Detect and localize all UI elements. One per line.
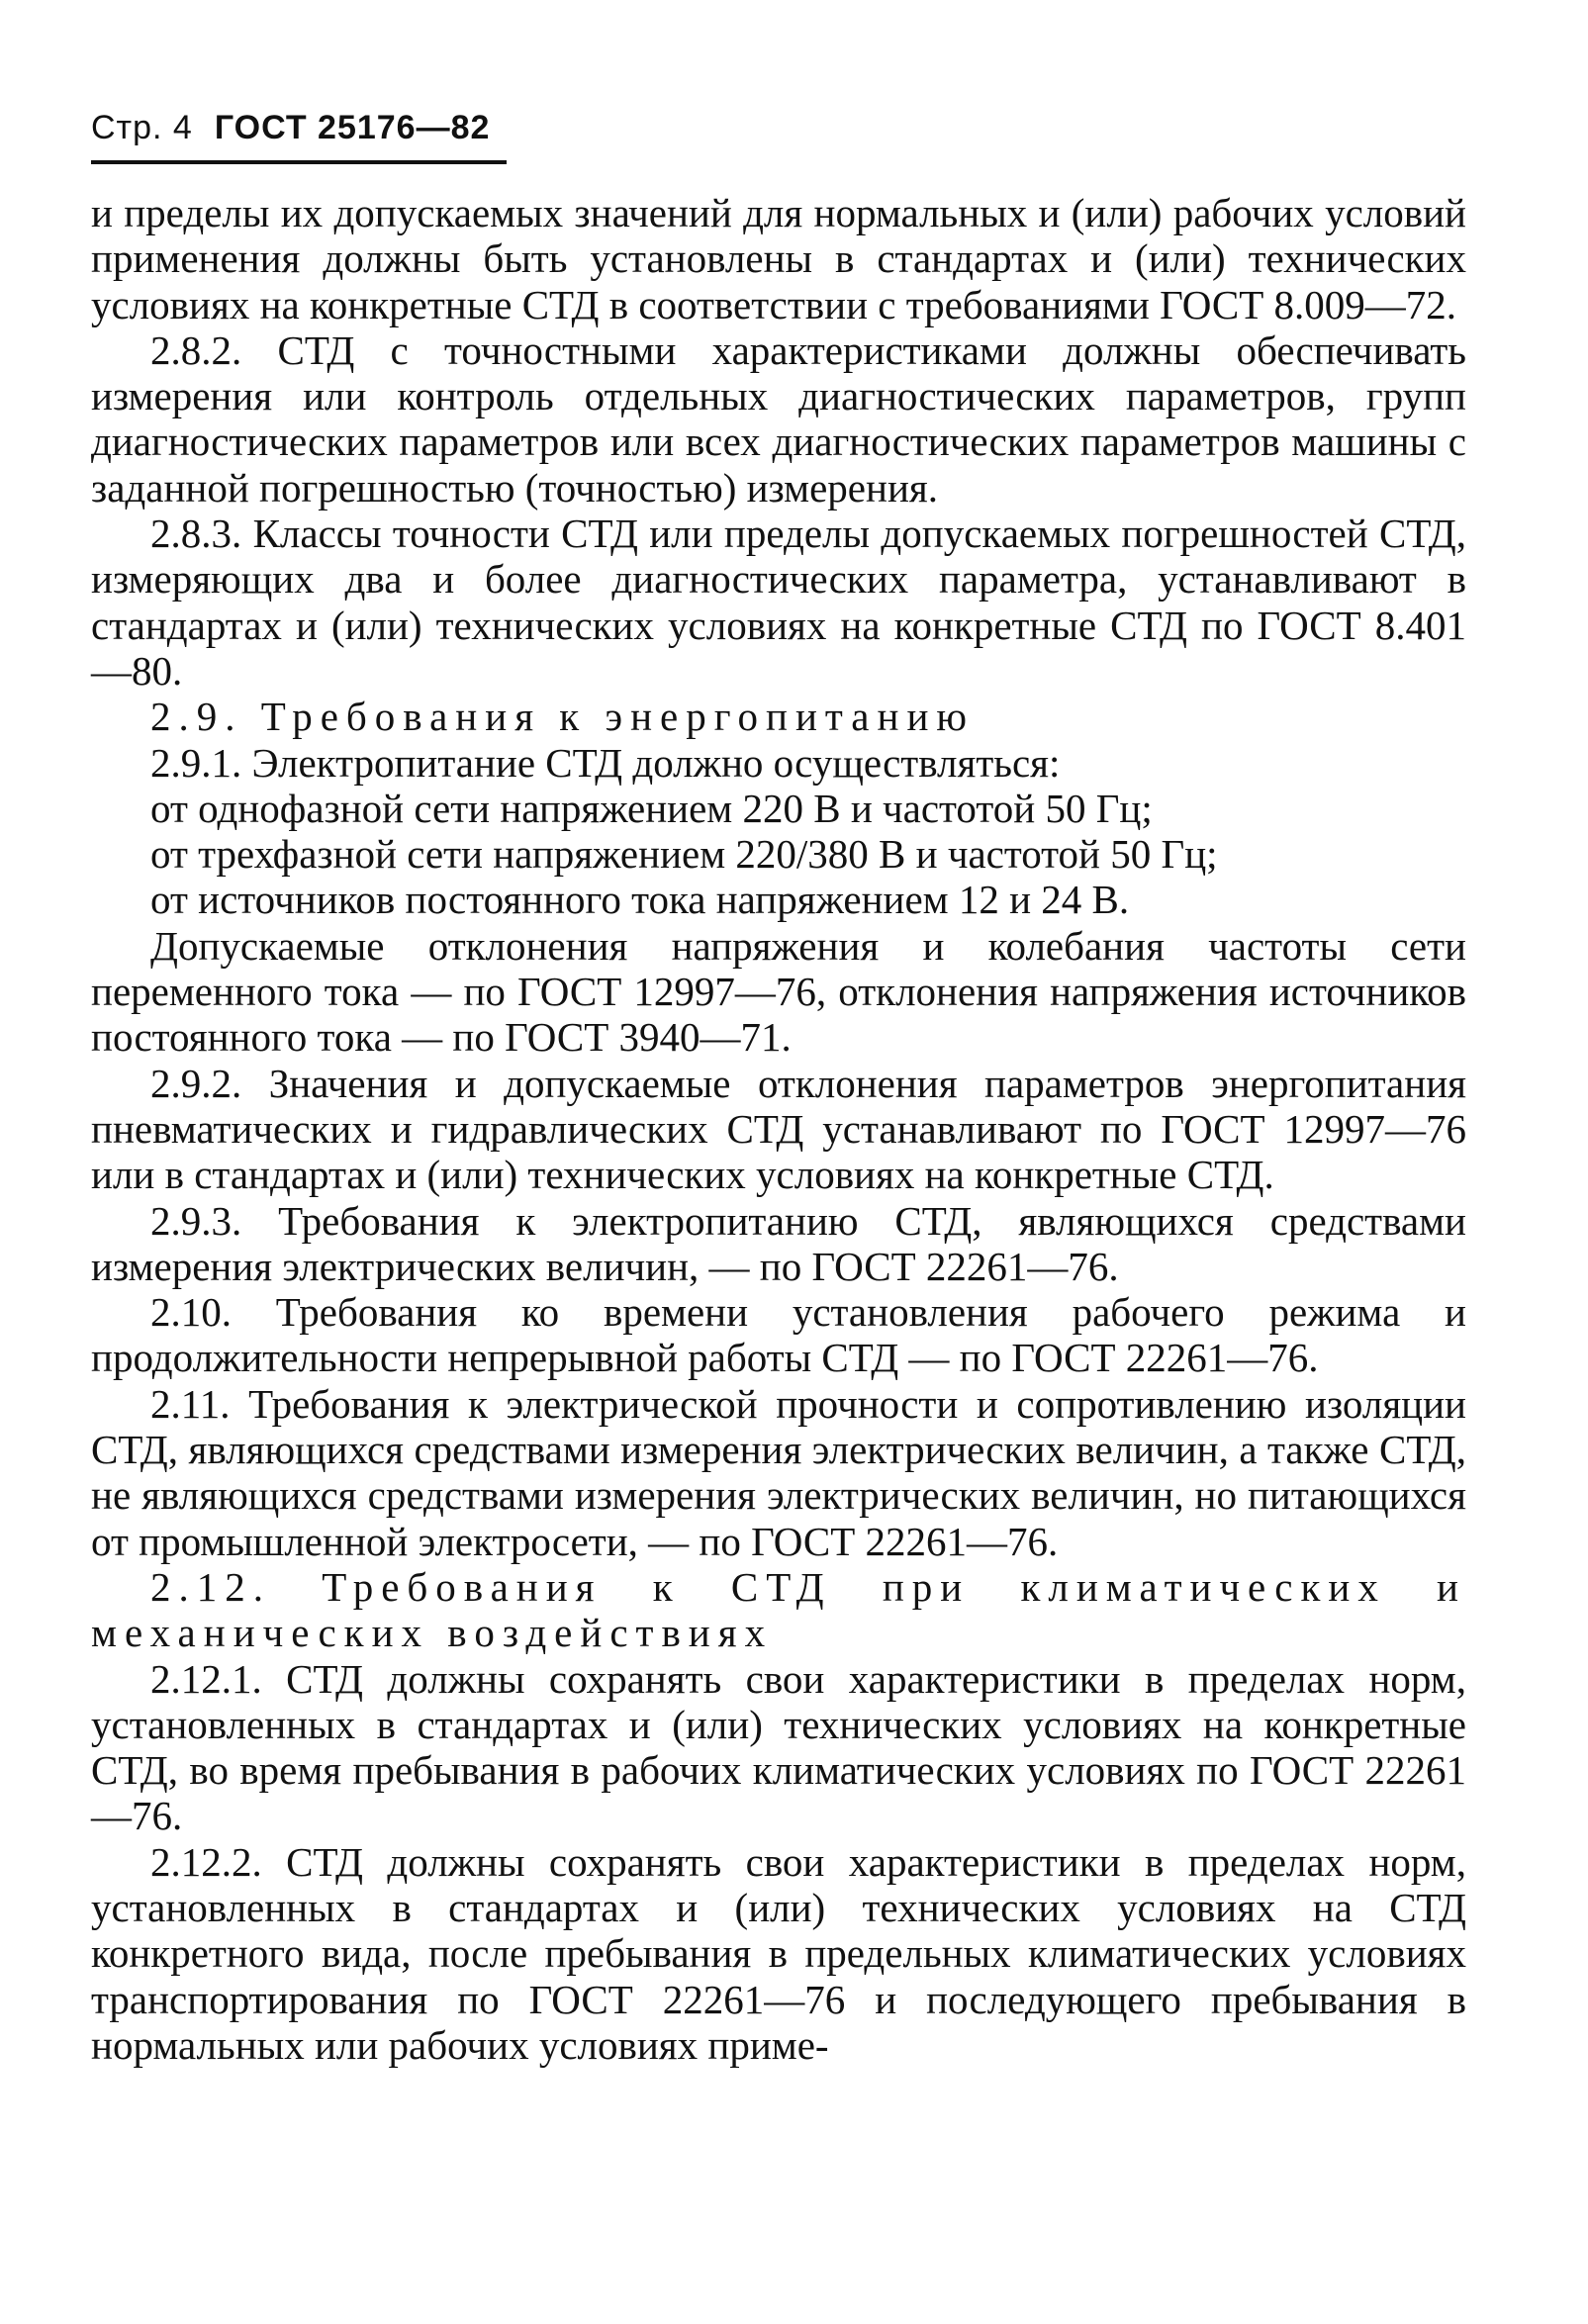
clause-2-10: 2.10. Требования ко времени установления рабочего режима и продолжительности непрерывной работы СТД — по ГОСТ 22261—76.	[91, 1289, 1466, 1381]
section-heading-2-12: 2.12. Требования к СТД при климатических и механических воздействиях	[91, 1563, 1466, 1656]
document-body	[91, 190, 1466, 2068]
clause-2-12-2: 2.12.2. СТД должны сохранять свои характеристики в пределах норм, установленных в стандартах и (или) технических условиях на СТД конкретного вида, после пребывания в предельных климатических условиях транспортирования по ГОСТ 22261—76 и последующего пребывания в нормальных или рабочих условиях приме-	[91, 1838, 1466, 2068]
power-option-single-phase: от однофазной сети напряжением 220 В и частотой 50 Гц;	[150, 785, 1153, 831]
paragraph-continuation: и пределы их допускаемых значений для нормальных и (или) рабочих условий применения должны быть установлены в стандартах и (или) технических условиях на конкретные СТД в соответствии с требованиями ГОСТ 8.009—72.	[91, 190, 1466, 327]
page-number: Стр. 4	[91, 109, 193, 146]
power-option-three-phase: от трехфазной сети напряжением 220/380 В и частотой 50 Гц;	[150, 831, 1218, 878]
header-rule	[91, 160, 507, 164]
page-header	[91, 109, 490, 147]
power-option-dc: от источников постоянного тока напряжением 12 и 24 В.	[150, 877, 1130, 923]
clause-2-12-1: 2.12.1. СТД должны сохранять свои характеристики в пределах норм, установленных в стандартах и (или) технических условиях на конкретные СТД, во время пребывания в рабочих климатических условиях по ГОСТ 22261—76.	[91, 1655, 1466, 1839]
clause-2-8-3: 2.8.3. Классы точности СТД или пределы допускаемых погрешностей СТД, измеряющих два и более диагностических параметра, устанавливают в стандартах и (или) технических условиях на конкретные СТД по ГОСТ 8.401—80.	[91, 511, 1466, 694]
clause-2-9-1: 2.9.1. Электропитание СТД должно осуществляться:	[150, 739, 1061, 786]
section-heading-2-9: 2.9. Требования к энергопитанию	[150, 694, 976, 740]
clause-2-9-2: 2.9.2. Значения и допускаемые отклонения параметров энергопитания пневматических и гидравлических СТД устанавливают по ГОСТ 12997—76 или в стандартах и (или) технических условиях на конкретные СТД.	[91, 1060, 1466, 1198]
clause-2-11: 2.11. Требования к электрической прочности и сопротивлению изоляции СТД, являющихся средствами измерения электрических величин, а также СТД, не являющихся средствами измерения электрических величин, но питающихся от промышленной электросети, — по ГОСТ 22261—76.	[91, 1380, 1466, 1564]
paragraph-deviations: Допускаемые отклонения напряжения и колебания частоты сети переменного тока — по ГОСТ 12997—76, отклонения напряжения источников постоянного тока — по ГОСТ 3940—71.	[91, 922, 1466, 1061]
clause-2-9-3: 2.9.3. Требования к электропитанию СТД, являющихся средствами измерения электрических величин, — по ГОСТ 22261—76.	[91, 1197, 1466, 1289]
document-code: ГОСТ 25176—82	[214, 109, 491, 146]
clause-2-8-2: 2.8.2. СТД с точностными характеристиками должны обеспечивать измерения или контроль отдельных диагностических параметров, групп диагностических параметров или всех диагностических параметров машины с заданной погрешностью (точностью) измерения.	[91, 326, 1466, 511]
